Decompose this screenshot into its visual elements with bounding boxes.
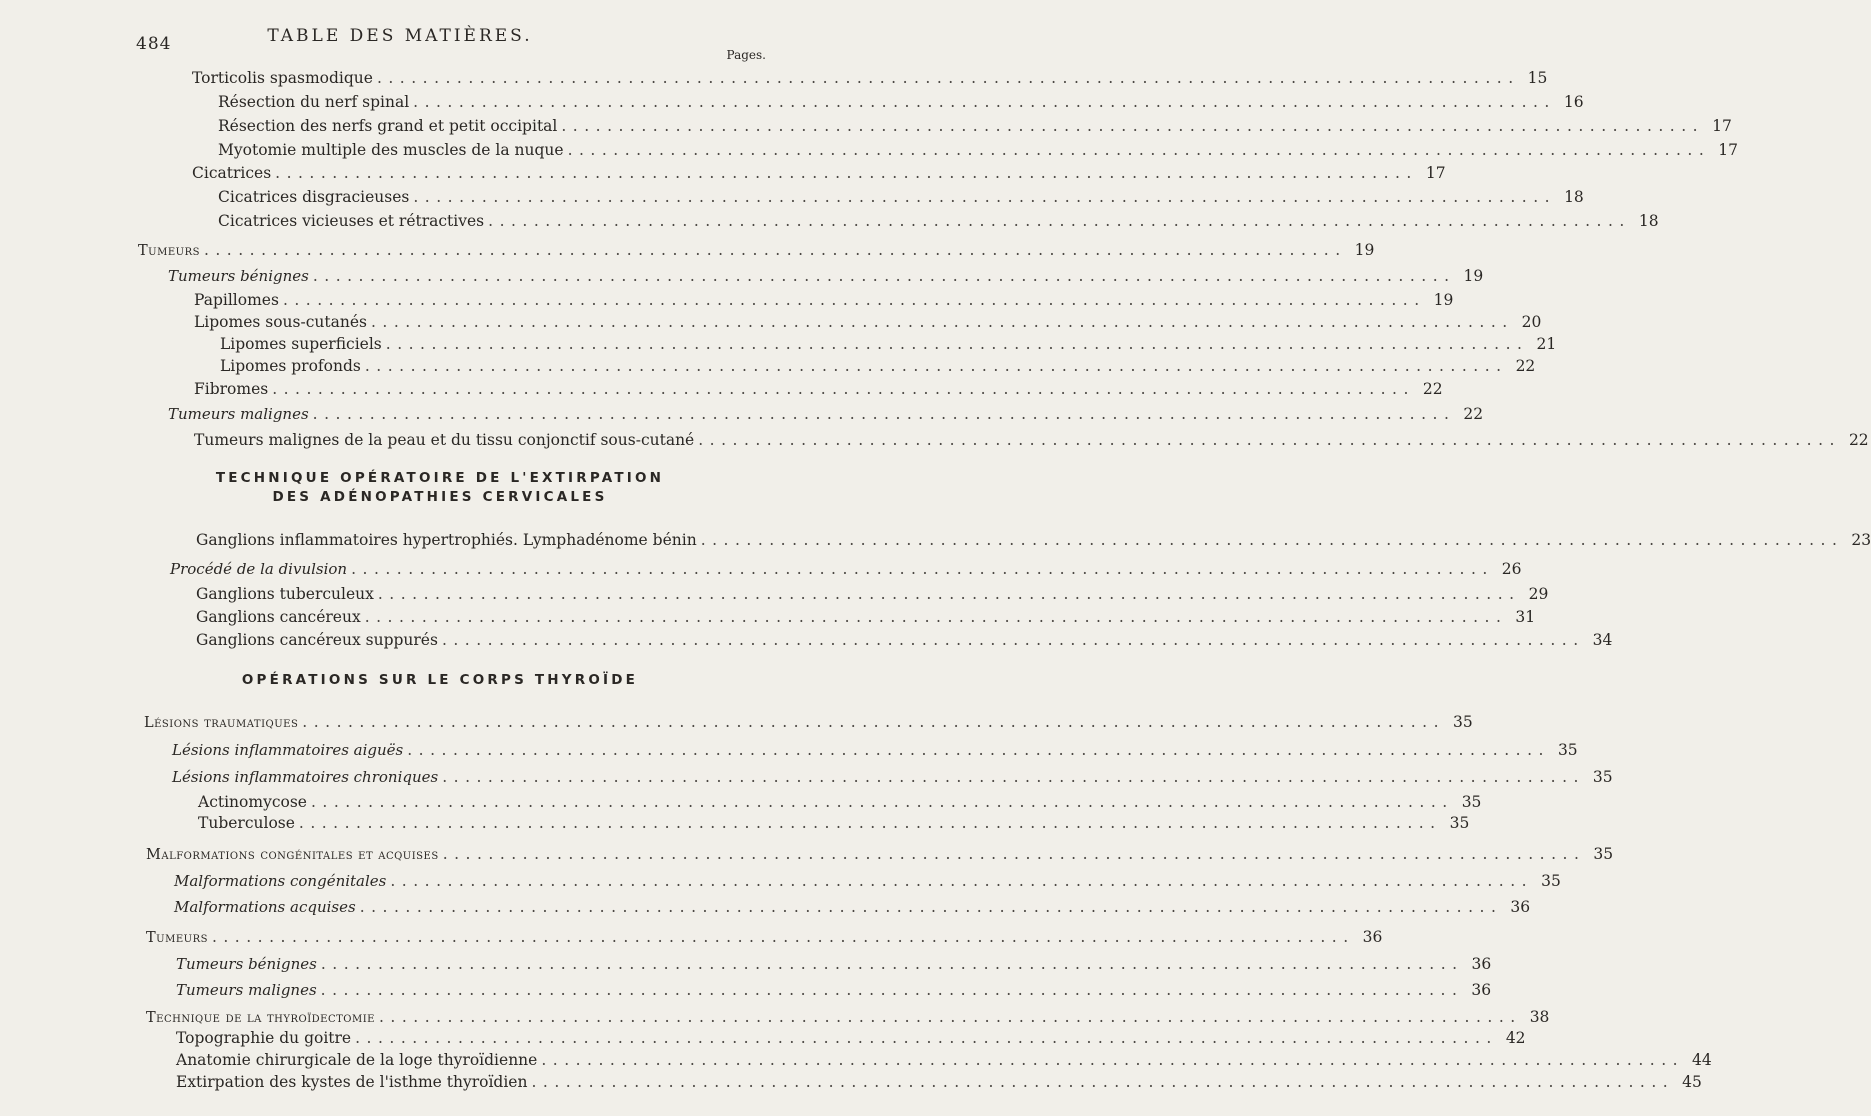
pages-column-label: Pages. — [726, 48, 766, 62]
entry-page: 42 — [1505, 1028, 1526, 1047]
entry-label: Malformations congénitales et acquises — [146, 846, 439, 863]
toc-entry — [218, 134, 1739, 159]
entry-label: Ganglions tuberculeux — [196, 584, 374, 603]
entry-page: 35 — [1449, 813, 1470, 832]
entry-page: 17 — [1425, 163, 1446, 182]
toc-entry — [168, 260, 1484, 285]
leader-dots: .................................................................................................... — [377, 584, 1521, 603]
entry-label: Fibromes — [194, 379, 269, 398]
entry-page: 23 — [1851, 530, 1871, 549]
leader-dots: .................................................................................................... — [370, 312, 1514, 331]
entry-label: Lipomes superficiels — [220, 334, 382, 353]
toc-entry — [198, 807, 1470, 832]
leader-dots: .................................................................................................... — [442, 767, 1585, 786]
entry-label: Résection des nerfs grand et petit occipital — [218, 116, 558, 135]
entry-label: Torticolis spasmodique — [192, 68, 373, 87]
toc-entry — [218, 110, 1732, 135]
leader-dots: .................................................................................................... — [351, 559, 1494, 578]
toc-entry — [144, 706, 1473, 731]
entry-label: Cicatrices disgracieuses — [218, 187, 410, 206]
leader-dots: .................................................................................................... — [310, 792, 1454, 811]
leader-dots: .................................................................................................... — [359, 897, 1503, 916]
leader-dots: .................................................................................................... — [567, 140, 1711, 159]
toc-entry — [194, 284, 1454, 309]
toc-entry — [194, 424, 1869, 449]
toc-entry — [176, 948, 1492, 973]
entry-label: Papillomes — [194, 290, 279, 309]
leader-dots: .................................................................................................... — [441, 630, 1585, 649]
entry-label: Lipomes profonds — [220, 356, 361, 375]
entry-label: Ganglions inflammatoires hypertrophiés. Lymphadénome bénin — [196, 530, 697, 549]
section-heading: OPÉRATIONS SUR LE CORPS THYROÏDE — [241, 672, 639, 688]
toc-entry — [218, 205, 1659, 230]
leader-dots: .................................................................................................... — [203, 240, 1347, 259]
leader-dots: .................................................................................................... — [442, 844, 1586, 863]
entry-page: 17 — [1718, 140, 1739, 159]
entry-label: Lésions inflammatoires aiguës — [172, 741, 404, 759]
entry-label: Actinomycose — [198, 792, 307, 811]
leader-dots: .................................................................................................... — [275, 163, 1418, 182]
page-number: 484 — [136, 34, 172, 54]
entry-label: Procédé de la divulsion — [170, 560, 348, 578]
leader-dots: .................................................................................................... — [364, 356, 1508, 375]
entry-page: 36 — [1510, 897, 1531, 916]
toc-entry — [176, 1022, 1526, 1047]
leader-dots: .................................................................................................... — [320, 980, 1464, 999]
leader-dots: .................................................................................................... — [700, 530, 1844, 549]
entry-page: 35 — [1593, 844, 1614, 863]
entry-page: 22 — [1848, 430, 1869, 449]
entry-label: Cicatrices — [192, 163, 272, 182]
entry-page: 15 — [1527, 68, 1548, 87]
leader-dots: .................................................................................................... — [561, 116, 1705, 135]
entry-page: 45 — [1682, 1072, 1702, 1091]
leader-dots: .................................................................................................... — [282, 290, 1426, 309]
leader-dots: .................................................................................................... — [211, 927, 1355, 946]
toc-entry — [138, 234, 1375, 259]
toc-entry — [218, 181, 1584, 206]
entry-label: Technique de la thyroïdectomie — [146, 1009, 375, 1026]
entry-page: 17 — [1712, 116, 1732, 135]
leader-dots: .................................................................................................... — [376, 68, 1520, 87]
leader-dots: .................................................................................................... — [531, 1072, 1675, 1091]
toc-entry — [218, 86, 1584, 111]
leader-dots: .................................................................................................... — [298, 813, 1442, 832]
entry-page: 31 — [1515, 607, 1536, 626]
entry-label: Lésions inflammatoires chroniques — [172, 768, 439, 786]
leader-dots: .................................................................................................... — [541, 1050, 1685, 1069]
entry-label: Tumeurs — [146, 929, 208, 946]
toc-entry — [194, 306, 1542, 331]
entry-label: Tuberculose — [198, 813, 295, 832]
leader-dots: .................................................................................................... — [320, 954, 1464, 973]
entry-page: 22 — [1515, 356, 1536, 375]
page-title: TABLE DES MATIÈRES. — [267, 26, 533, 46]
section-heading: TECHNIQUE OPÉRATOIRE DE L'EXTIRPATION — [215, 470, 665, 486]
entry-label: Myotomie multiple des muscles de la nuque — [218, 140, 564, 159]
toc-entry — [194, 373, 1443, 398]
entry-page: 35 — [1453, 712, 1473, 731]
toc-entry — [220, 328, 1557, 353]
entry-label: Anatomie chirurgicale de la loge thyroïdienne — [176, 1050, 538, 1069]
entry-label: Tumeurs bénignes — [176, 955, 317, 973]
entry-page: 36 — [1471, 980, 1492, 999]
entry-page: 19 — [1463, 266, 1484, 285]
entry-label: Tumeurs — [138, 242, 200, 259]
entry-page: 22 — [1463, 404, 1484, 423]
entry-page: 35 — [1461, 792, 1482, 811]
entry-label: Malformations acquises — [174, 898, 356, 916]
entry-page: 36 — [1362, 927, 1383, 946]
entry-page: 38 — [1529, 1007, 1550, 1026]
toc-entry — [196, 524, 1871, 549]
entry-label: Lipomes sous-cutanés — [194, 312, 367, 331]
entry-page: 18 — [1564, 187, 1584, 206]
leader-dots: .................................................................................................... — [413, 187, 1557, 206]
leader-dots: .................................................................................................... — [390, 871, 1534, 890]
entry-page: 22 — [1422, 379, 1443, 398]
toc-entry — [172, 761, 1613, 786]
toc-entry — [174, 865, 1561, 890]
toc-entry — [192, 157, 1446, 182]
entry-label: Lésions traumatiques — [144, 714, 299, 731]
toc-entry — [176, 1066, 1702, 1091]
entry-page: 35 — [1592, 767, 1613, 786]
entry-page: 44 — [1692, 1050, 1712, 1069]
entry-label: Ganglions cancéreux suppurés — [196, 630, 438, 649]
entry-label: Tumeurs bénignes — [168, 267, 309, 285]
leader-dots: .................................................................................................... — [413, 92, 1556, 111]
leader-dots: .................................................................................................... — [407, 740, 1550, 759]
toc-entry — [220, 350, 1536, 375]
toc-entry — [192, 62, 1548, 87]
toc-entry — [176, 1044, 1712, 1069]
entry-label: Tumeurs malignes — [176, 981, 317, 999]
entry-page: 21 — [1536, 334, 1557, 353]
leader-dots: .................................................................................................... — [355, 1028, 1498, 1047]
toc-entry — [172, 734, 1578, 759]
leader-dots: .................................................................................................... — [488, 211, 1631, 230]
entry-page: 36 — [1471, 954, 1492, 973]
leader-dots: .................................................................................................... — [364, 607, 1508, 626]
entry-page: 35 — [1557, 740, 1578, 759]
toc-entry — [170, 553, 1522, 578]
leader-dots: .................................................................................................... — [378, 1007, 1522, 1026]
entry-page: 34 — [1592, 630, 1613, 649]
leader-dots: .................................................................................................... — [312, 266, 1456, 285]
toc-entry — [196, 624, 1613, 649]
entry-label: Extirpation des kystes de l'isthme thyroïdien — [176, 1072, 528, 1091]
toc-entry — [146, 921, 1383, 946]
section-heading: DES ADÉNOPATHIES CERVICALES — [272, 489, 608, 505]
toc-entry — [168, 398, 1484, 423]
entry-page: 29 — [1528, 584, 1549, 603]
toc-entry — [174, 891, 1531, 916]
leader-dots: .................................................................................................... — [302, 712, 1445, 731]
entry-page: 35 — [1541, 871, 1561, 890]
entry-page: 18 — [1638, 211, 1659, 230]
leader-dots: .................................................................................................... — [272, 379, 1415, 398]
leader-dots: .................................................................................................... — [312, 404, 1456, 423]
toc-entry — [196, 578, 1549, 603]
entry-page: 19 — [1433, 290, 1454, 309]
entry-label: Topographie du goitre — [176, 1028, 352, 1047]
entry-label: Résection du nerf spinal — [218, 92, 410, 111]
entry-page: 19 — [1354, 240, 1375, 259]
entry-label: Tumeurs malignes — [168, 405, 309, 423]
entry-label: Tumeurs malignes de la peau et du tissu conjonctif sous-cutané — [194, 430, 695, 449]
entry-page: 20 — [1521, 312, 1542, 331]
entry-page: 16 — [1563, 92, 1584, 111]
toc-entry — [176, 974, 1492, 999]
leader-dots: .................................................................................................... — [698, 430, 1841, 449]
toc-entry — [146, 838, 1614, 863]
entry-label: Ganglions cancéreux — [196, 607, 361, 626]
entry-label: Cicatrices vicieuses et rétractives — [218, 211, 485, 230]
toc-entry — [196, 601, 1536, 626]
entry-page: 26 — [1501, 559, 1522, 578]
leader-dots: .................................................................................................... — [385, 334, 1529, 353]
entry-label: Malformations congénitales — [174, 872, 387, 890]
